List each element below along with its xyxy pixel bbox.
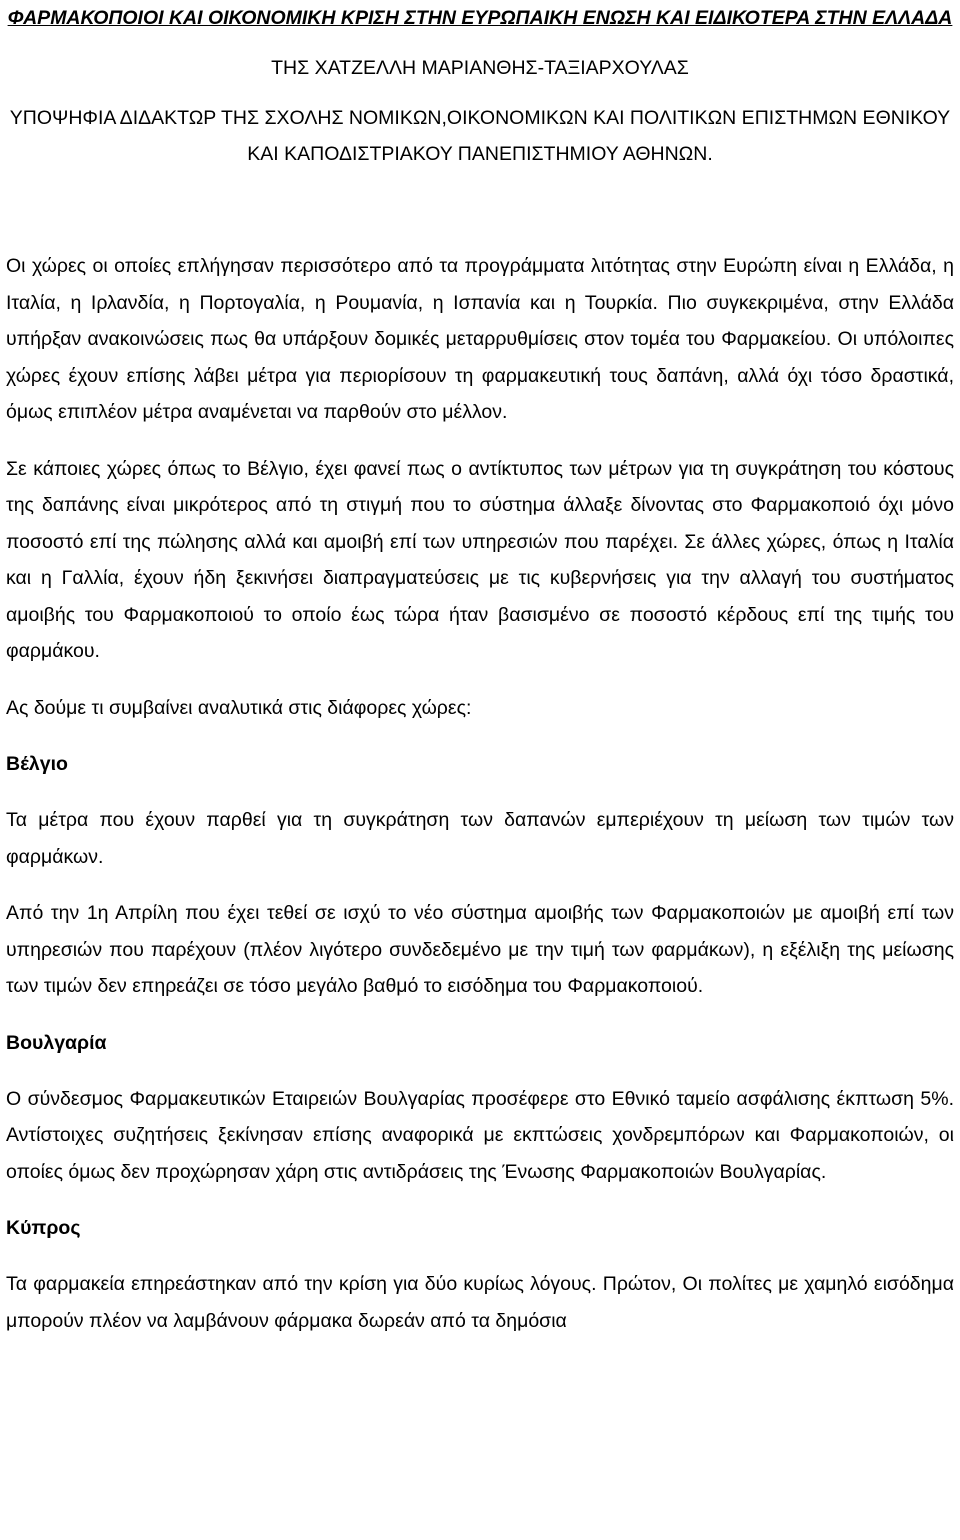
- paragraph-intro: Οι χώρες οι οποίες επλήγησαν περισσότερο από τα προγράμματα λιτότητας στην Ευρώπη είναι η Ελλάδα, η Ιταλία, η Ιρλανδία, η Πορτογαλία, η Ρουμανία, η Ισπανία και η Τουρκία. Πιο συγκεκριμένα, στην Ελλάδα υπήρξαν ανακοινώσεις πως θα υπάρξουν δομικές μεταρρυθμίσεις στον τομέα του Φαρμακείου. Οι υπόλοιπες χώρες έχουν επίσης λάβει μέτρα για περιορίσουν τη φαρμακευτική τους δαπάνη, αλλά όχι τόσο δραστικά, όμως επιπλέον μέτρα αναμένεται να παρθούν στο μέλλον.: [6, 255, 954, 423]
- section-heading-bulgaria: Βουλγαρία: [6, 1031, 107, 1054]
- paragraph-belgium-context: Σε κάποιες χώρες όπως το Βέλγιο, έχει φανεί πως ο αντίκτυπος των μέτρων για τη συγκράτηση του κόστους της δαπάνης είναι μικρότερος από τη στιγμή που το σύστημα άλλαξε δίνοντας στο Φαρμακοποιό όχι μόνο ποσοστό επί της πώλησης αλλά και αμοιβή επί των υπηρεσιών που παρέχει. Σε άλλες χώρες, όπως η Ιταλία και η Γαλλία, έχουν ήδη ξεκινήσει διαπραγματεύσεις με τις κυβερνήσεις για την αλλαγή του συστήματος αμοιβής του Φαρμακοποιού το οποίο έως τώρα ήταν βασισμένο σε ποσοστό κέρδους επί της τιμής του φαρμάκου.: [6, 457, 954, 662]
- paragraph-bulgaria-1: Ο σύνδεσμος Φαρμακευτικών Εταιρειών Βουλγαρίας προσέφερε στο Εθνικό ταμείο ασφάλισης έκπτωση 5%. Αντίστοιχες συζητήσεις ξεκίνησαν επίσης αναφορικά με εκπτώσεις χονδρεμπόρων και Φαρμακοποιών, οι οποίες όμως δεν προχώρησαν χάρη στις αντιδράσεις της Ένωσης Φαρμακοποιών Βουλγαρίας.: [6, 1087, 954, 1183]
- document-title: ΦΑΡΜΑΚΟΠΟΙΟΙ ΚΑΙ ΟΙΚΟΝΟΜΙΚΗ ΚΡΙΣΗ ΣΤΗΝ ΕΥΡΩΠΑΙΚΗ ΕΝΩΣΗ ΚΑΙ ΕΙΔΙΚΟΤΕΡΑ ΣΤΗΝ ΕΛΛΑΔΑ: [7, 7, 953, 29]
- paragraph-lead-in: Ας δούμε τι συμβαίνει αναλυτικά στις διάφορες χώρες:: [6, 696, 472, 719]
- section-heading-belgium: Βέλγιο: [6, 753, 68, 775]
- paragraph-belgium-1: Τα μέτρα που έχουν παρθεί για τη συγκράτηση των δαπανών εμπεριέχουν τη μείωση των τιμών των φαρμάκων.: [6, 809, 954, 868]
- paragraph-cyprus-1: Τα φαρμακεία επηρεάστηκαν από την κρίση για δύο κυρίως λόγους. Πρώτον, Οι πολίτες με χαμηλό εισόδημα μπορούν πλέον να λαμβάνουν φάρμακα δωρεάν από τα δημόσια: [6, 1273, 954, 1332]
- affiliation-line: ΥΠΟΨΗΦΙΑ ΔΙΔΑΚΤΩΡ ΤΗΣ ΣΧΟΛΗΣ ΝΟΜΙΚΩΝ,ΟΙΚΟΝΟΜΙΚΩΝ ΚΑΙ ΠΟΛΙΤΙΚΩΝ ΕΠΙΣΤΗΜΩΝ ΕΘΝΙΚΟΥ ΚΑΙ ΚΑΠΟΔΙΣΤΡΙΑΚΟΥ ΠΑΝΕΠΙΣΤΗΜΙΟΥ ΑΘΗΝΩΝ.: [9, 107, 951, 165]
- author-line: ΤΗΣ ΧΑΤΖΕΛΛΗ ΜΑΡΙΑΝΘΗΣ-ΤΑΞΙΑΡΧΟΥΛΑΣ: [271, 57, 689, 79]
- section-heading-cyprus: Κύπρος: [6, 1217, 81, 1239]
- paragraph-belgium-2: Από την 1η Απρίλη που έχει τεθεί σε ισχύ το νέο σύστημα αμοιβής των Φαρμακοποιών με αμοιβή επί των υπηρεσιών που παρέχουν (πλέον λιγότερο συνδεδεμένο με την τιμή των φαρμάκων), η εξέλιξη της μείωσης των τιμών δεν επηρεάζει σε τόσο μεγάλο βαθμό το εισόδημα του Φαρμακοποιού.: [6, 902, 954, 997]
